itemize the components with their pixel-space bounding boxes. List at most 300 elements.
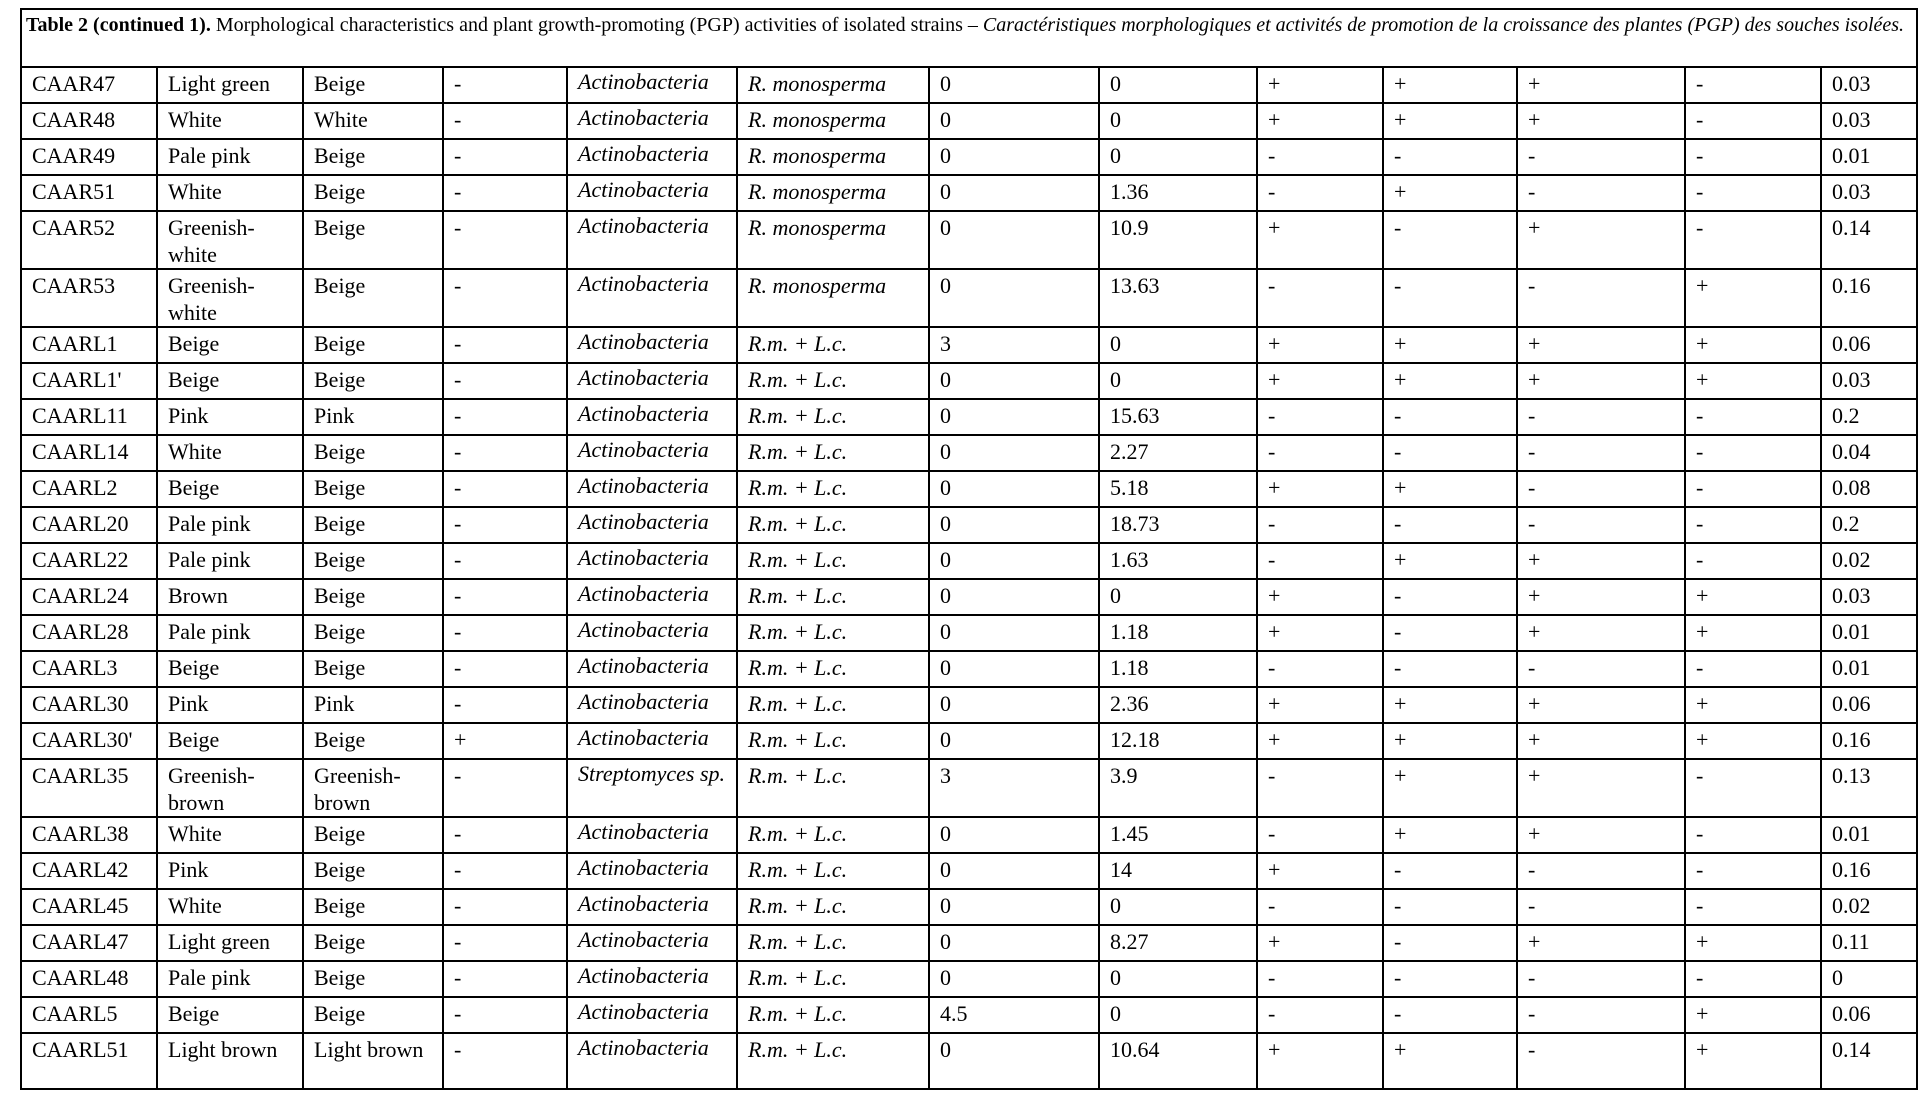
aerial-mycelium-cell: Light green <box>157 925 303 961</box>
aerial-mycelium-cell: White <box>157 817 303 853</box>
table-row <box>21 853 1917 889</box>
pgp-2-cell: - <box>1383 579 1517 615</box>
value-2-cell: 10.9 <box>1099 211 1257 269</box>
table-row <box>21 889 1917 925</box>
pgp-2-cell: + <box>1383 327 1517 363</box>
host-plant-cell: R.m. + L.c. <box>737 687 929 723</box>
pgp-4-cell: - <box>1685 961 1821 997</box>
substrate-mycelium-cell: White <box>303 103 443 139</box>
pigment-cell: - <box>443 327 567 363</box>
value-2-cell: 13.63 <box>1099 269 1257 327</box>
value-1-cell: 0 <box>929 723 1099 759</box>
pigment-cell: - <box>443 507 567 543</box>
strain-cell: CAARL47 <box>21 925 157 961</box>
strain-cell: CAARL1' <box>21 363 157 399</box>
pgp-1-cell: - <box>1257 817 1383 853</box>
pgp-1-cell: + <box>1257 211 1383 269</box>
strain-cell: CAARL11 <box>21 399 157 435</box>
pigment-cell: - <box>443 615 567 651</box>
value-2-cell: 1.63 <box>1099 543 1257 579</box>
strain-cell: CAAR53 <box>21 269 157 327</box>
pgp-4-cell: - <box>1685 759 1821 817</box>
pgp-4-cell: - <box>1685 211 1821 269</box>
aerial-mycelium-cell: White <box>157 435 303 471</box>
table-row <box>21 579 1917 615</box>
taxon-cell: Actinobacteria <box>567 507 737 543</box>
value-2-cell: 0 <box>1099 363 1257 399</box>
taxon-cell: Actinobacteria <box>567 853 737 889</box>
pgp-2-cell: - <box>1383 507 1517 543</box>
aerial-mycelium-cell: Beige <box>157 471 303 507</box>
aerial-mycelium-cell: Beige <box>157 723 303 759</box>
value-2-cell: 10.64 <box>1099 1033 1257 1089</box>
taxon-cell: Actinobacteria <box>567 687 737 723</box>
strain-cell: CAARL30 <box>21 687 157 723</box>
pigment-cell: - <box>443 67 567 103</box>
pgp-2-cell: + <box>1383 103 1517 139</box>
table-row <box>21 1033 1917 1089</box>
pigment-cell: - <box>443 579 567 615</box>
pgp-3-cell: - <box>1517 471 1685 507</box>
taxon-cell: Actinobacteria <box>567 925 737 961</box>
value-last-cell: 0.01 <box>1821 651 1917 687</box>
aerial-mycelium-cell: Greenish-white <box>157 269 303 327</box>
value-1-cell: 0 <box>929 175 1099 211</box>
value-2-cell: 0 <box>1099 889 1257 925</box>
value-last-cell: 0.02 <box>1821 889 1917 925</box>
value-2-cell: 8.27 <box>1099 925 1257 961</box>
strain-cell: CAAR47 <box>21 67 157 103</box>
value-last-cell: 0.03 <box>1821 579 1917 615</box>
host-plant-cell: R.m. + L.c. <box>737 579 929 615</box>
value-last-cell: 0.06 <box>1821 997 1917 1033</box>
caption-label: Table 2 (continued 1). <box>26 14 211 36</box>
value-last-cell: 0.14 <box>1821 211 1917 269</box>
pgp-3-cell: - <box>1517 997 1685 1033</box>
pgp-3-cell: + <box>1517 103 1685 139</box>
pigment-cell: - <box>443 925 567 961</box>
caption-text-en: Morphological characteristics and plant growth-promoting (PGP) activities of isolated strains – <box>210 14 983 36</box>
pgp-4-cell: - <box>1685 435 1821 471</box>
value-1-cell: 0 <box>929 817 1099 853</box>
pigment-cell: - <box>443 269 567 327</box>
value-1-cell: 0 <box>929 103 1099 139</box>
pgp-3-cell: + <box>1517 687 1685 723</box>
pgp-3-cell: + <box>1517 67 1685 103</box>
pigment-cell: - <box>443 211 567 269</box>
pigment-cell: - <box>443 543 567 579</box>
value-last-cell: 0.08 <box>1821 471 1917 507</box>
host-plant-cell: R. monosperma <box>737 175 929 211</box>
pgp-2-cell: + <box>1383 759 1517 817</box>
pgp-1-cell: + <box>1257 853 1383 889</box>
taxon-cell: Actinobacteria <box>567 997 737 1033</box>
taxon-cell: Streptomyces sp. <box>567 759 737 817</box>
taxon-cell: Actinobacteria <box>567 399 737 435</box>
table-row <box>21 327 1917 363</box>
strain-cell: CAARL48 <box>21 961 157 997</box>
substrate-mycelium-cell: Beige <box>303 889 443 925</box>
taxon-cell: Actinobacteria <box>567 327 737 363</box>
value-last-cell: 0.16 <box>1821 723 1917 759</box>
pgp-4-cell: - <box>1685 103 1821 139</box>
substrate-mycelium-cell: Beige <box>303 579 443 615</box>
table-row <box>21 723 1917 759</box>
pgp-1-cell: - <box>1257 269 1383 327</box>
pgp-3-cell: + <box>1517 211 1685 269</box>
value-last-cell: 0.16 <box>1821 853 1917 889</box>
aerial-mycelium-cell: Pale pink <box>157 507 303 543</box>
value-1-cell: 0 <box>929 615 1099 651</box>
host-plant-cell: R.m. + L.c. <box>737 925 929 961</box>
aerial-mycelium-cell: White <box>157 103 303 139</box>
strain-cell: CAARL3 <box>21 651 157 687</box>
value-1-cell: 0 <box>929 853 1099 889</box>
pgp-2-cell: + <box>1383 363 1517 399</box>
pigment-cell: - <box>443 961 567 997</box>
pgp-1-cell: - <box>1257 399 1383 435</box>
substrate-mycelium-cell: Beige <box>303 961 443 997</box>
substrate-mycelium-cell: Beige <box>303 651 443 687</box>
value-1-cell: 0 <box>929 471 1099 507</box>
pigment-cell: - <box>443 435 567 471</box>
pgp-4-cell: + <box>1685 327 1821 363</box>
aerial-mycelium-cell: Pale pink <box>157 615 303 651</box>
pgp-2-cell: + <box>1383 817 1517 853</box>
value-1-cell: 0 <box>929 1033 1099 1089</box>
strain-cell: CAAR51 <box>21 175 157 211</box>
strain-cell: CAAR49 <box>21 139 157 175</box>
pgp-3-cell: - <box>1517 853 1685 889</box>
aerial-mycelium-cell: Light green <box>157 67 303 103</box>
taxon-cell: Actinobacteria <box>567 651 737 687</box>
pgp-4-cell: - <box>1685 889 1821 925</box>
substrate-mycelium-cell: Beige <box>303 471 443 507</box>
pgp-3-cell: + <box>1517 759 1685 817</box>
pgp-4-cell: + <box>1685 269 1821 327</box>
aerial-mycelium-cell: Pale pink <box>157 961 303 997</box>
value-2-cell: 14 <box>1099 853 1257 889</box>
table-row <box>21 961 1917 997</box>
substrate-mycelium-cell: Greenish-brown <box>303 759 443 817</box>
pgp-1-cell: - <box>1257 507 1383 543</box>
pgp-3-cell: - <box>1517 507 1685 543</box>
value-last-cell: 0.16 <box>1821 269 1917 327</box>
pgp-1-cell: + <box>1257 579 1383 615</box>
pgp-3-cell: - <box>1517 651 1685 687</box>
taxon-cell: Actinobacteria <box>567 139 737 175</box>
aerial-mycelium-cell: Beige <box>157 363 303 399</box>
value-last-cell: 0.02 <box>1821 543 1917 579</box>
pgp-4-cell: - <box>1685 507 1821 543</box>
value-1-cell: 0 <box>929 925 1099 961</box>
value-2-cell: 0 <box>1099 997 1257 1033</box>
pgp-1-cell: - <box>1257 889 1383 925</box>
table-row <box>21 139 1917 175</box>
strain-cell: CAARL20 <box>21 507 157 543</box>
aerial-mycelium-cell: Greenish-white <box>157 211 303 269</box>
value-1-cell: 0 <box>929 211 1099 269</box>
taxon-cell: Actinobacteria <box>567 543 737 579</box>
value-last-cell: 0 <box>1821 961 1917 997</box>
value-2-cell: 5.18 <box>1099 471 1257 507</box>
pgp-1-cell: + <box>1257 363 1383 399</box>
substrate-mycelium-cell: Light brown <box>303 1033 443 1089</box>
host-plant-cell: R. monosperma <box>737 211 929 269</box>
taxon-cell: Actinobacteria <box>567 211 737 269</box>
table-row <box>21 269 1917 327</box>
pigment-cell: + <box>443 723 567 759</box>
pgp-2-cell: + <box>1383 723 1517 759</box>
substrate-mycelium-cell: Beige <box>303 925 443 961</box>
pigment-cell: - <box>443 103 567 139</box>
substrate-mycelium-cell: Beige <box>303 363 443 399</box>
value-last-cell: 0.01 <box>1821 817 1917 853</box>
pgp-2-cell: - <box>1383 853 1517 889</box>
table-row <box>21 817 1917 853</box>
host-plant-cell: R.m. + L.c. <box>737 889 929 925</box>
pgp-3-cell: - <box>1517 139 1685 175</box>
pgp-1-cell: + <box>1257 471 1383 507</box>
value-2-cell: 0 <box>1099 579 1257 615</box>
value-2-cell: 1.45 <box>1099 817 1257 853</box>
value-2-cell: 1.36 <box>1099 175 1257 211</box>
pgp-2-cell: - <box>1383 399 1517 435</box>
taxon-cell: Actinobacteria <box>567 889 737 925</box>
pgp-4-cell: - <box>1685 543 1821 579</box>
host-plant-cell: R.m. + L.c. <box>737 651 929 687</box>
pgp-2-cell: + <box>1383 471 1517 507</box>
value-1-cell: 0 <box>929 961 1099 997</box>
pgp-2-cell: + <box>1383 67 1517 103</box>
strain-cell: CAARL38 <box>21 817 157 853</box>
value-1-cell: 0 <box>929 139 1099 175</box>
host-plant-cell: R. monosperma <box>737 139 929 175</box>
pgp-4-cell: + <box>1685 997 1821 1033</box>
strain-cell: CAARL28 <box>21 615 157 651</box>
pgp-1-cell: - <box>1257 543 1383 579</box>
host-plant-cell: R. monosperma <box>737 67 929 103</box>
value-last-cell: 0.03 <box>1821 103 1917 139</box>
pgp-1-cell: - <box>1257 997 1383 1033</box>
pgp-2-cell: - <box>1383 615 1517 651</box>
table-row <box>21 615 1917 651</box>
taxon-cell: Actinobacteria <box>567 817 737 853</box>
taxon-cell: Actinobacteria <box>567 961 737 997</box>
pgp-1-cell: + <box>1257 615 1383 651</box>
taxon-cell: Actinobacteria <box>567 723 737 759</box>
substrate-mycelium-cell: Beige <box>303 211 443 269</box>
value-1-cell: 0 <box>929 507 1099 543</box>
pigment-cell: - <box>443 759 567 817</box>
pigment-cell: - <box>443 997 567 1033</box>
strain-cell: CAARL5 <box>21 997 157 1033</box>
pgp-3-cell: - <box>1517 399 1685 435</box>
table-row <box>21 687 1917 723</box>
pigment-cell: - <box>443 471 567 507</box>
taxon-cell: Actinobacteria <box>567 471 737 507</box>
aerial-mycelium-cell: Pink <box>157 399 303 435</box>
pigment-cell: - <box>443 139 567 175</box>
aerial-mycelium-cell: Pale pink <box>157 543 303 579</box>
pgp-2-cell: - <box>1383 139 1517 175</box>
table-row <box>21 363 1917 399</box>
caption-row <box>21 9 1917 67</box>
pgp-1-cell: + <box>1257 1033 1383 1089</box>
value-2-cell: 15.63 <box>1099 399 1257 435</box>
pigment-cell: - <box>443 399 567 435</box>
table-row <box>21 67 1917 103</box>
aerial-mycelium-cell: Beige <box>157 997 303 1033</box>
aerial-mycelium-cell: Pink <box>157 687 303 723</box>
pgp-4-cell: - <box>1685 139 1821 175</box>
taxon-cell: Actinobacteria <box>567 363 737 399</box>
pgp-2-cell: - <box>1383 211 1517 269</box>
pgp-2-cell: + <box>1383 175 1517 211</box>
value-2-cell: 2.36 <box>1099 687 1257 723</box>
value-1-cell: 4.5 <box>929 997 1099 1033</box>
pgp-4-cell: - <box>1685 853 1821 889</box>
pgp-3-cell: + <box>1517 543 1685 579</box>
value-1-cell: 3 <box>929 759 1099 817</box>
value-1-cell: 0 <box>929 67 1099 103</box>
host-plant-cell: R. monosperma <box>737 269 929 327</box>
value-last-cell: 0.06 <box>1821 327 1917 363</box>
substrate-mycelium-cell: Beige <box>303 853 443 889</box>
pgp-4-cell: - <box>1685 67 1821 103</box>
strain-cell: CAARL42 <box>21 853 157 889</box>
value-last-cell: 0.2 <box>1821 399 1917 435</box>
value-1-cell: 0 <box>929 651 1099 687</box>
taxon-cell: Actinobacteria <box>567 579 737 615</box>
value-2-cell: 0 <box>1099 67 1257 103</box>
table-row <box>21 651 1917 687</box>
pgp-3-cell: - <box>1517 175 1685 211</box>
pgp-1-cell: + <box>1257 327 1383 363</box>
substrate-mycelium-cell: Beige <box>303 269 443 327</box>
table-page <box>20 8 1916 1090</box>
value-last-cell: 0.01 <box>1821 615 1917 651</box>
substrate-mycelium-cell: Beige <box>303 615 443 651</box>
pgp-2-cell: - <box>1383 651 1517 687</box>
strain-cell: CAARL22 <box>21 543 157 579</box>
aerial-mycelium-cell: White <box>157 889 303 925</box>
value-last-cell: 0.03 <box>1821 175 1917 211</box>
table-row <box>21 925 1917 961</box>
pgp-1-cell: - <box>1257 961 1383 997</box>
pgp-4-cell: + <box>1685 579 1821 615</box>
value-1-cell: 0 <box>929 363 1099 399</box>
taxon-cell: Actinobacteria <box>567 615 737 651</box>
host-plant-cell: R.m. + L.c. <box>737 543 929 579</box>
value-1-cell: 0 <box>929 269 1099 327</box>
pgp-4-cell: - <box>1685 817 1821 853</box>
pgp-1-cell: - <box>1257 139 1383 175</box>
taxon-cell: Actinobacteria <box>567 103 737 139</box>
value-2-cell: 1.18 <box>1099 615 1257 651</box>
substrate-mycelium-cell: Pink <box>303 399 443 435</box>
value-1-cell: 0 <box>929 579 1099 615</box>
value-last-cell: 0.14 <box>1821 1033 1917 1089</box>
pigment-cell: - <box>443 363 567 399</box>
pgp-1-cell: + <box>1257 723 1383 759</box>
pgp-3-cell: + <box>1517 723 1685 759</box>
strain-cell: CAARL14 <box>21 435 157 471</box>
table-row <box>21 211 1917 269</box>
host-plant-cell: R.m. + L.c. <box>737 399 929 435</box>
pgp-3-cell: - <box>1517 961 1685 997</box>
pgp-2-cell: - <box>1383 925 1517 961</box>
substrate-mycelium-cell: Beige <box>303 997 443 1033</box>
value-1-cell: 3 <box>929 327 1099 363</box>
value-2-cell: 2.27 <box>1099 435 1257 471</box>
value-last-cell: 0.04 <box>1821 435 1917 471</box>
value-last-cell: 0.2 <box>1821 507 1917 543</box>
strain-cell: CAARL2 <box>21 471 157 507</box>
table-row <box>21 399 1917 435</box>
pgp-2-cell: + <box>1383 543 1517 579</box>
strain-cell: CAARL51 <box>21 1033 157 1089</box>
aerial-mycelium-cell: Beige <box>157 327 303 363</box>
value-2-cell: 0 <box>1099 961 1257 997</box>
strain-cell: CAAR48 <box>21 103 157 139</box>
value-2-cell: 3.9 <box>1099 759 1257 817</box>
pgp-4-cell: + <box>1685 363 1821 399</box>
value-1-cell: 0 <box>929 543 1099 579</box>
pgp-3-cell: - <box>1517 435 1685 471</box>
pgp-3-cell: + <box>1517 615 1685 651</box>
value-1-cell: 0 <box>929 399 1099 435</box>
value-last-cell: 0.11 <box>1821 925 1917 961</box>
pgp-1-cell: - <box>1257 435 1383 471</box>
value-last-cell: 0.06 <box>1821 687 1917 723</box>
value-2-cell: 1.18 <box>1099 651 1257 687</box>
host-plant-cell: R.m. + L.c. <box>737 997 929 1033</box>
value-last-cell: 0.01 <box>1821 139 1917 175</box>
pgp-1-cell: - <box>1257 651 1383 687</box>
pigment-cell: - <box>443 853 567 889</box>
pgp-2-cell: + <box>1383 687 1517 723</box>
substrate-mycelium-cell: Beige <box>303 507 443 543</box>
value-2-cell: 0 <box>1099 327 1257 363</box>
taxon-cell: Actinobacteria <box>567 1033 737 1089</box>
host-plant-cell: R.m. + L.c. <box>737 723 929 759</box>
caption-text-fr: Caractéristiques morphologiques et activités de promotion de la croissance des plantes (PGP) des souches isolées. <box>982 14 1905 36</box>
aerial-mycelium-cell: Beige <box>157 651 303 687</box>
pgp-1-cell: - <box>1257 175 1383 211</box>
substrate-mycelium-cell: Beige <box>303 327 443 363</box>
strain-table <box>20 8 1918 1090</box>
table-row <box>21 759 1917 817</box>
pgp-4-cell: - <box>1685 175 1821 211</box>
pgp-2-cell: - <box>1383 269 1517 327</box>
table-row <box>21 471 1917 507</box>
host-plant-cell: R.m. + L.c. <box>737 615 929 651</box>
pgp-1-cell: + <box>1257 925 1383 961</box>
pgp-4-cell: - <box>1685 399 1821 435</box>
aerial-mycelium-cell: Pale pink <box>157 139 303 175</box>
strain-cell: CAARL1 <box>21 327 157 363</box>
pgp-4-cell: + <box>1685 1033 1821 1089</box>
pgp-1-cell: - <box>1257 759 1383 817</box>
pgp-1-cell: + <box>1257 687 1383 723</box>
substrate-mycelium-cell: Beige <box>303 543 443 579</box>
host-plant-cell: R.m. + L.c. <box>737 507 929 543</box>
pgp-4-cell: + <box>1685 723 1821 759</box>
table-row <box>21 435 1917 471</box>
pgp-3-cell: - <box>1517 889 1685 925</box>
substrate-mycelium-cell: Beige <box>303 67 443 103</box>
